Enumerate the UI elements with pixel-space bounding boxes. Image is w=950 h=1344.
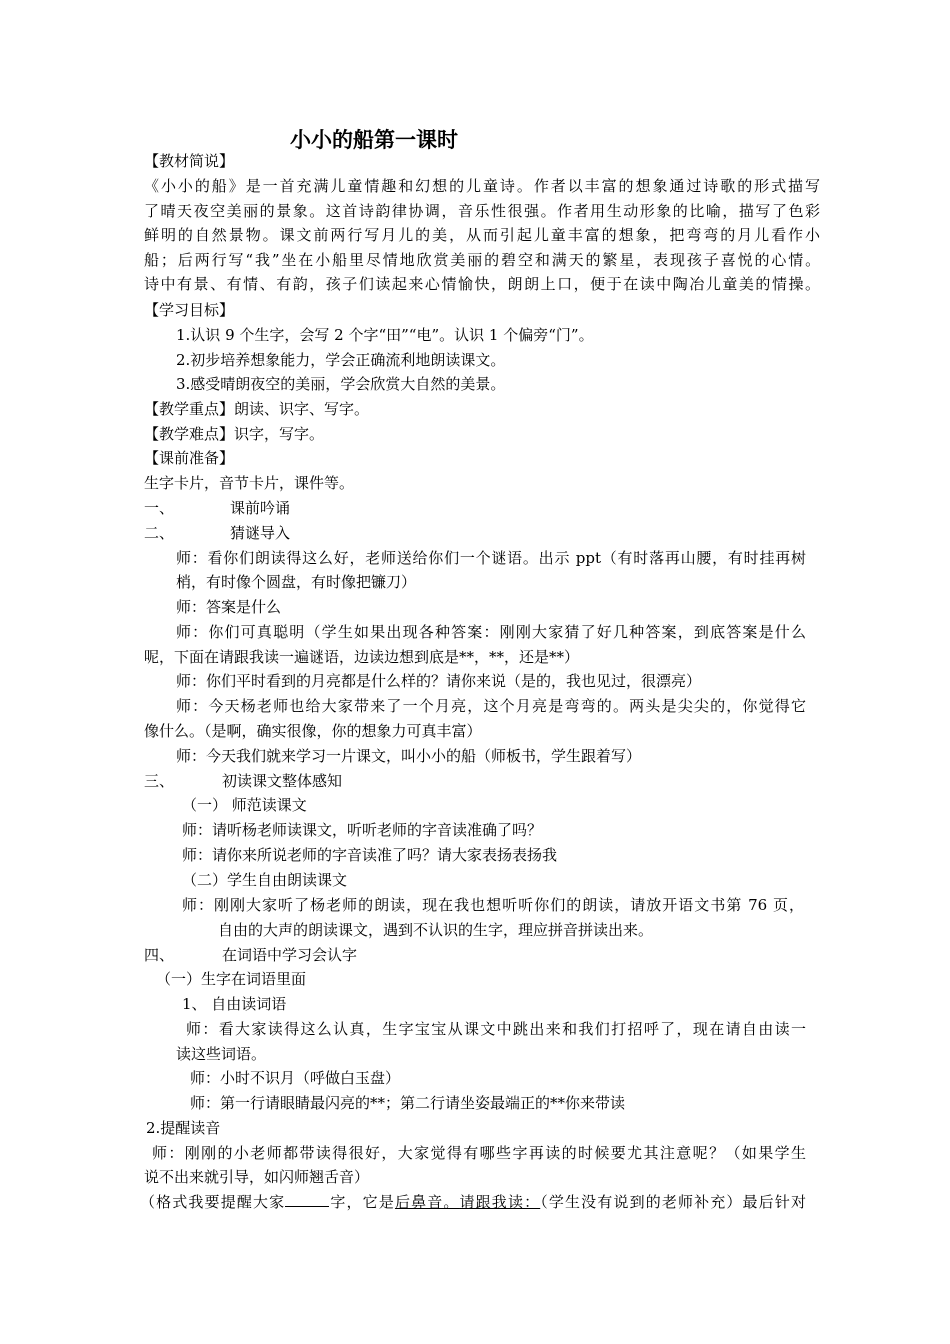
goal-item: 1.认识 9 个生字，会写 2 个字“田”“电”。认识 1 个偏旁“门”。 bbox=[176, 326, 594, 344]
intro-line: 《小小的船》是一首充满儿童情趣和幻想的儿童诗。作者以丰富的想象通过诗歌的形式描写 bbox=[144, 177, 820, 195]
goal-item: 2.初步培养想象能力，学会正确流利地朗读课文。 bbox=[176, 351, 506, 369]
dialogue-line: 师：请你来所说老师的字音读准了吗？请大家表扬表扬我 bbox=[182, 846, 558, 864]
subsection-heading: （一） 师范读课文 bbox=[182, 796, 307, 814]
key-point: 【教学重点】朗读、识字、写字。 bbox=[144, 400, 370, 418]
format-middle: 字，它是 bbox=[329, 1193, 395, 1211]
dialogue-line: 师：请听杨老师读课文，听听老师的字音读准确了吗？ bbox=[182, 821, 543, 839]
format-suffix: （学生没有说到的老师补充）最后针对 bbox=[540, 1193, 806, 1211]
section-title: 初读课文整体感知 bbox=[222, 772, 343, 790]
dialogue-line: 自由的大声的朗读课文，遇到不认识的生字，理应拼音拼读出来。 bbox=[218, 921, 654, 939]
section-heading bbox=[144, 521, 824, 546]
dialogue-line: 师：刚刚大家听了杨老师的朗读，现在我也想听听你们的朗读，请放开语文书第 76 页， bbox=[182, 896, 804, 914]
goals-heading: 【学习目标】 bbox=[144, 301, 235, 319]
prep-heading: 【课前准备】 bbox=[144, 449, 235, 467]
dialogue-line: 师：你们可真聪明（学生如果出现各种答案：刚刚大家猜了好几种答案，到底答案是什么 bbox=[176, 623, 806, 641]
dialogue-line: 师：小时不识月（呼做白玉盘） bbox=[190, 1069, 401, 1087]
dialogue-line: 师：刚刚的小老师都带读得很好，大家觉得有哪些字再读的时候要尤其注意呢？（如果学生 bbox=[152, 1144, 806, 1162]
dialogue-paragraph bbox=[176, 694, 806, 719]
goal-item: 3.感受晴朗夜空的美丽，学会欣赏大自然的美景。 bbox=[176, 375, 506, 393]
dialogue-line: 师：今天我们就来学习一片课文，叫小小的船（师板书，学生跟着写） bbox=[176, 747, 642, 765]
dialogue-paragraph bbox=[176, 620, 806, 645]
underlined-term: 后鼻音。 bbox=[394, 1193, 460, 1211]
section-number: 三、 bbox=[144, 772, 175, 790]
intro-line: 了晴天夜空美丽的景象。这首诗韵律协调，音乐性很强。作者用生动形象的比喻，描写了色彩 bbox=[144, 201, 820, 220]
subsection-heading: （二）学生自由朗读课文 bbox=[182, 871, 348, 889]
dialogue-line: 梢，有时像个圆盘，有时像把镰刀） bbox=[176, 573, 417, 591]
fill-blank bbox=[285, 1191, 329, 1207]
format-prefix: （格式我要提醒大家 bbox=[140, 1193, 286, 1211]
dialogue-line: 说不出来就引导，如闪师翘舌音） bbox=[144, 1168, 370, 1186]
section-title: 猜谜导入 bbox=[230, 524, 291, 542]
dialogue-line: 师：第一行请眼睛最闪亮的**；第二行请坐姿最端正的**你来带读 bbox=[190, 1094, 626, 1112]
dialogue-line: 呢，下面在请跟我读一遍谜语，边读边想到底是**，**，还是**） bbox=[144, 648, 580, 666]
dialogue-line: 读这些词语。 bbox=[176, 1045, 267, 1063]
intro-line: 鲜明的自然景物。课文前两行写月儿的美，从而引起儿童丰富的想象，把弯弯的月儿看作小 bbox=[144, 226, 820, 245]
dialogue-line: 像什么。（是啊，确实很像，你的想象力可真丰富） bbox=[144, 722, 482, 740]
section-number: 四、 bbox=[144, 946, 175, 964]
prep-text: 生字卡片，音节卡片，课件等。 bbox=[144, 474, 355, 492]
dialogue-line bbox=[140, 1190, 806, 1215]
dialogue-paragraph bbox=[152, 1141, 806, 1166]
section-number: 二、 bbox=[144, 524, 175, 542]
intro-line: 船；后两行写“我”坐在小船里尽情地欣赏美丽的碧空和满天的繁星，表现孩子喜悦的心情。 bbox=[144, 250, 820, 269]
dialogue-paragraph bbox=[176, 546, 806, 571]
list-item: 2.提醒读音 bbox=[146, 1119, 221, 1137]
section-title: 在词语中学习会认字 bbox=[222, 946, 358, 964]
section-heading bbox=[144, 769, 824, 794]
underlined-term: 请跟我读： bbox=[459, 1193, 541, 1211]
dialogue-paragraph bbox=[186, 1017, 806, 1042]
section-number: 一、 bbox=[144, 499, 175, 517]
page-title: 小小的船第一课时 bbox=[290, 128, 458, 152]
dialogue-line: 师：你们平时看到的月亮都是什么样的？请你来说（是的，我也见过，很漂亮） bbox=[176, 672, 702, 690]
section-heading bbox=[144, 496, 824, 521]
dialogue-line: 师：今天杨老师也给大家带来了一个月亮，这个月亮是弯弯的。两头是尖尖的，你觉得它 bbox=[176, 697, 806, 715]
dialogue-line: 师：答案是什么 bbox=[176, 598, 282, 616]
intro-paragraph bbox=[144, 174, 820, 297]
difficulty: 【教学难点】识字，写字。 bbox=[144, 425, 325, 443]
subsection-heading: （一）生字在词语里面 bbox=[156, 970, 307, 988]
section-heading bbox=[144, 943, 824, 968]
dialogue-line: 师：看你们朗读得这么好，老师送给你们一个谜语。出示 ppt（有时落再山腰，有时挂再树 bbox=[176, 549, 806, 567]
dialogue-paragraph bbox=[140, 1190, 806, 1215]
intro-heading: 【教材简说】 bbox=[144, 152, 235, 170]
section-title: 课前吟诵 bbox=[230, 499, 291, 517]
list-item: 1、 自由读词语 bbox=[182, 995, 287, 1013]
dialogue-paragraph bbox=[182, 893, 804, 918]
dialogue-line: 师：看大家读得这么认真，生字宝宝从课文中跳出来和我们打招呼了，现在请自由读一 bbox=[186, 1020, 806, 1038]
intro-line: 诗中有景、有情、有韵，孩子们读起来心情愉快，朗朗上口，便于在读中陶冶儿童美的情操。 bbox=[144, 275, 820, 294]
